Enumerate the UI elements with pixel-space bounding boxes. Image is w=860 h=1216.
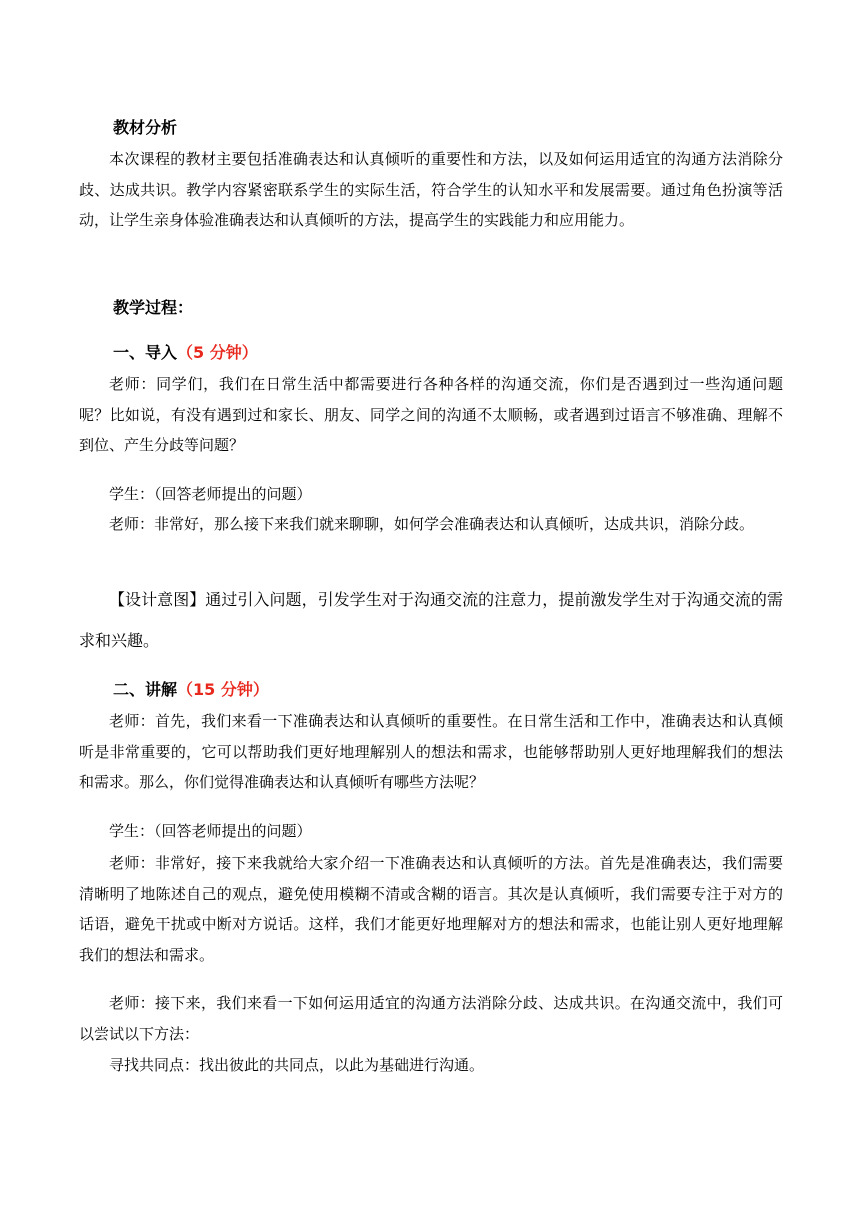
explain-teacher-paragraph-2: 老师：非常好，接下来我就给大家介绍一下准确表达和认真倾听的方法。首先是准确表达，我们需要清晰明了地陈述自己的观点，避免使用模糊不清或含糊的语言。其次是认真倾听，我们需要专注于对方的话语，避免干扰或中断对方说话。这样，我们才能更好地理解对方的想法和需求，也能让别人更好地理解我们的想法和需求。 — [79, 854, 783, 964]
intro-heading-label: 一、导入 — [113, 343, 178, 362]
explain-method-1: 寻找共同点：找出彼此的共同点，以此为基础进行沟通。 — [109, 1056, 485, 1074]
process-heading: 教学过程： — [113, 298, 194, 317]
intro-duration: （5 分钟） — [177, 343, 258, 362]
intro-heading — [113, 343, 258, 363]
explain-teacher-paragraph-1: 老师：首先，我们来看一下准确表达和认真倾听的重要性。在日常生活和工作中，准确表达和认真倾听是非常重要的，它可以帮助我们更好地理解别人的想法和需求，也能够帮助别人更好地理解我们的想法和需求。那么，你们觉得准确表达和认真倾听有哪些方法呢？ — [79, 712, 783, 791]
explain-heading-label: 二、讲解 — [113, 680, 178, 699]
intro-teacher-paragraph-1: 老师：同学们，我们在日常生活中都需要进行各种各样的沟通交流，你们是否遇到过一些沟通问题呢？比如说，有没有遇到过和家长、朋友、同学之间的沟通不太顺畅，或者遇到过语言不够准确、理解不到位、产生分歧等问题？ — [79, 375, 783, 454]
analysis-heading: 教材分析 — [113, 118, 178, 137]
intro-student-paragraph: 学生：（回答老师提出的问题） — [109, 485, 312, 503]
explain-student-paragraph: 学生：（回答老师提出的问题） — [109, 822, 312, 840]
explain-duration: （15 分钟） — [177, 680, 269, 699]
intro-teacher-paragraph-2: 老师：非常好，那么接下来我们就来聊聊，如何学会准确表达和认真倾听，达成共识，消除分歧。 — [109, 515, 755, 533]
explain-teacher-paragraph-3: 老师：接下来，我们来看一下如何运用适宜的沟通方法消除分歧、达成共识。在沟通交流中，我们可以尝试以下方法： — [79, 994, 783, 1043]
explain-heading — [113, 680, 269, 700]
analysis-paragraph: 本次课程的教材主要包括准确表达和认真倾听的重要性和方法，以及如何运用适宜的沟通方法消除分歧、达成共识。教学内容紧密联系学生的实际生活，符合学生的认知水平和发展需要。通过角色扮演等活动，让学生亲身体验准确表达和认真倾听的方法，提高学生的实践能力和应用能力。 — [79, 150, 783, 229]
intro-design-intent: 【设计意图】通过引入问题，引发学生对于沟通交流的注意力，提前激发学生对于沟通交流的需求和兴趣。 — [79, 590, 783, 650]
